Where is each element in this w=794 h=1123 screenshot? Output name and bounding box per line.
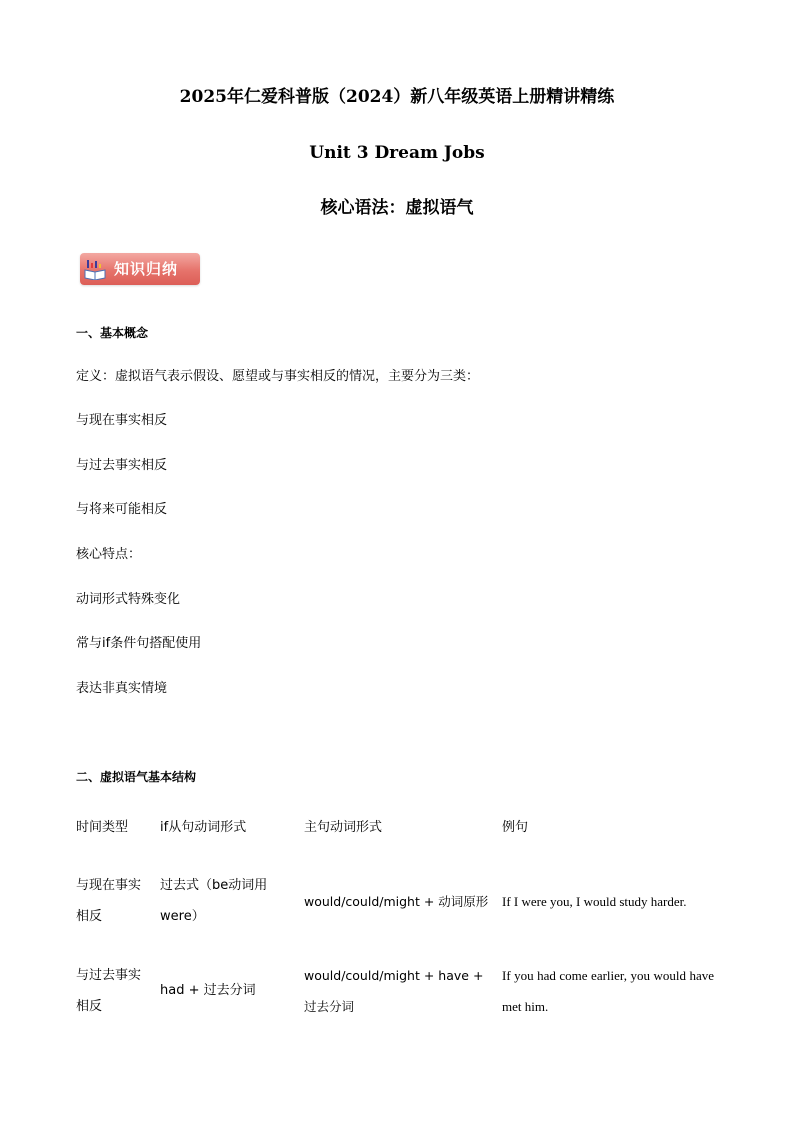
table-cell-example: If you had come earlier, you would have met him. — [502, 968, 714, 1014]
table-cell-main-clause: would/could/might + 动词原形 — [304, 894, 489, 909]
table-cell-if-clause: had + 过去分词 — [160, 983, 256, 998]
knowledge-summary-badge — [80, 253, 200, 285]
table-cell-example: If I were you, I would study harder. — [502, 894, 687, 909]
feature-item: 表达非真实情境 — [76, 681, 168, 696]
table-header-time-type: 时间类型 — [76, 820, 129, 835]
unit-title: Unit 3 Dream Jobs — [309, 143, 485, 163]
section-heading-basic-concepts: 一、基本概念 — [76, 326, 149, 340]
category-item: 与现在事实相反 — [76, 413, 168, 428]
table-cell-main-clause: would/could/might + have + 过去分词 — [304, 968, 484, 1014]
book-chart-icon — [84, 258, 106, 280]
feature-item: 常与if条件句搭配使用 — [76, 636, 202, 651]
category-item: 与过去事实相反 — [76, 458, 168, 473]
features-label: 核心特点： — [76, 547, 142, 562]
badge-label: 知识归纳 — [114, 260, 179, 278]
table-header-if-clause: if从句动词形式 — [160, 820, 247, 835]
table-header-example: 例句 — [502, 820, 529, 835]
table-header-main-clause: 主句动词形式 — [304, 820, 383, 835]
document-title: 2025年仁爱科普版（2024）新八年级英语上册精讲精练 — [179, 87, 615, 107]
category-item: 与将来可能相反 — [76, 502, 168, 517]
table-cell-type: 与过去事实相反 — [76, 968, 142, 1014]
table-cell-type: 与现在事实相反 — [76, 878, 142, 924]
section-heading-structure: 二、虚拟语气基本结构 — [76, 770, 197, 784]
definition-text: 定义：虚拟语气表示假设、愿望或与事实相反的情况，主要分为三类： — [76, 369, 480, 384]
topic-title: 核心语法：虚拟语气 — [320, 198, 474, 218]
feature-item: 动词形式特殊变化 — [76, 592, 181, 607]
table-cell-if-clause: 过去式（be动词用were） — [160, 878, 268, 924]
